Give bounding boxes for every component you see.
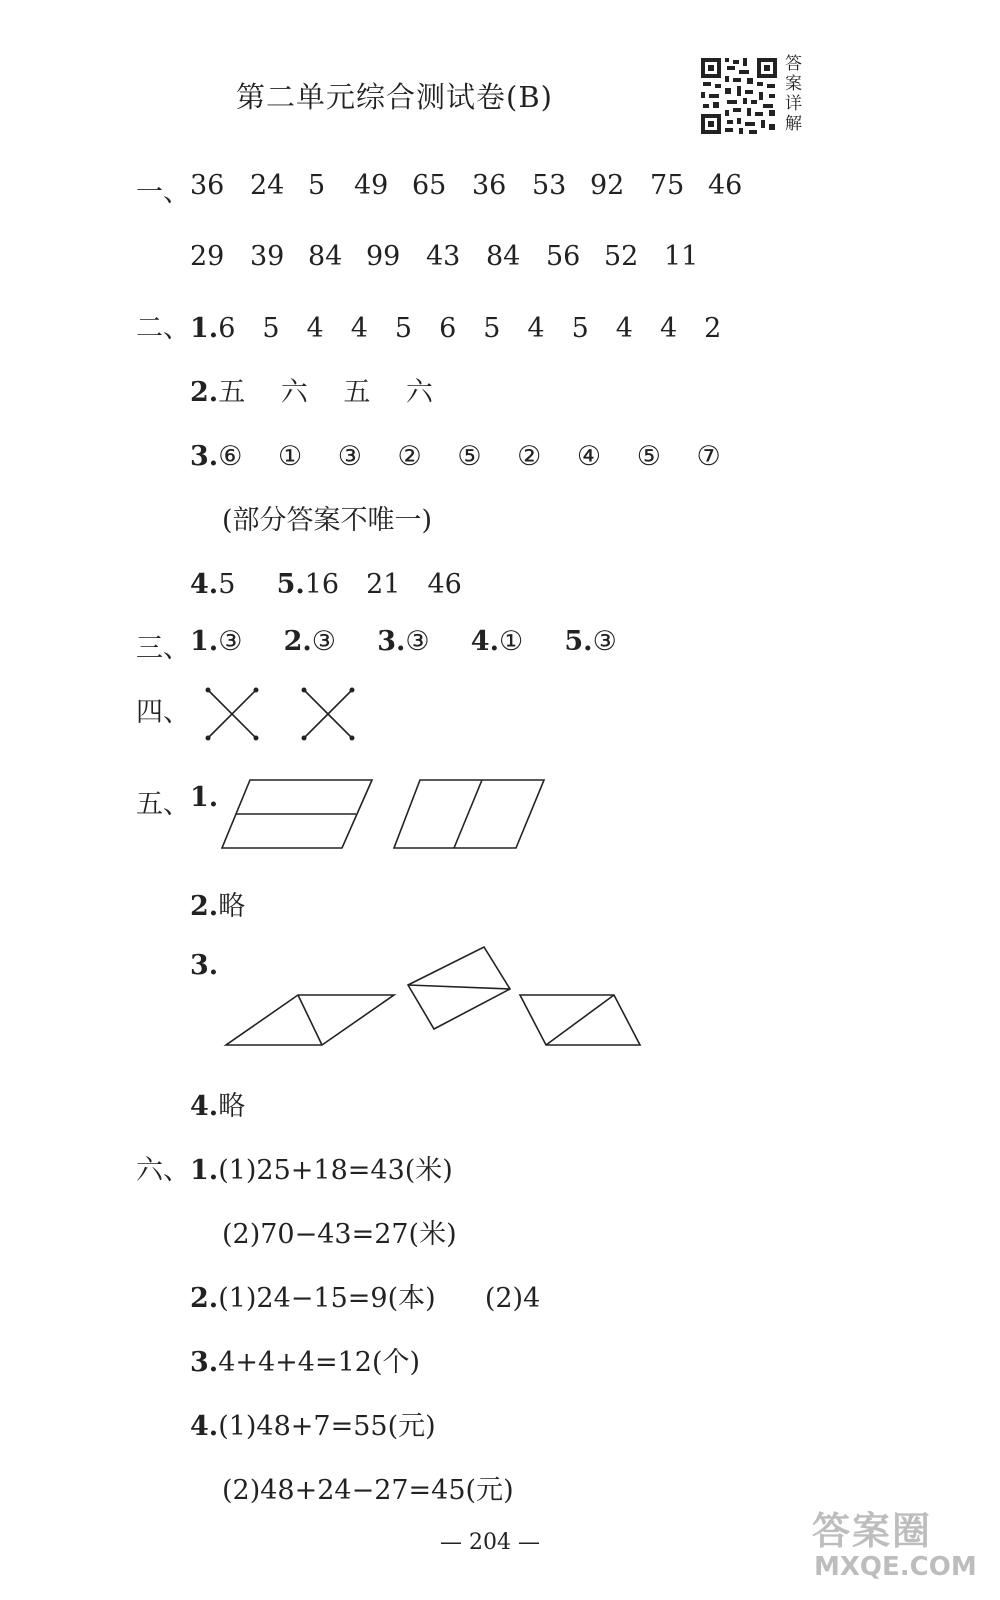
- section-5-q2: [190, 884, 245, 923]
- section-5-marker: 五、: [136, 789, 190, 820]
- section-1-marker: 一、: [136, 177, 190, 208]
- answer-text: ③: [311, 626, 336, 657]
- section-5-q3: [190, 950, 218, 981]
- question-number: 2.: [190, 891, 219, 922]
- question-number: 1.: [190, 313, 219, 344]
- section-3-marker: 三、: [136, 633, 190, 664]
- answer-value: 24: [250, 170, 285, 201]
- section-6-q3: [190, 1340, 420, 1379]
- section-3-answers: [190, 626, 617, 657]
- answer-value: 99: [366, 241, 401, 272]
- section-4-marker: 四、: [136, 697, 190, 728]
- question-number: 3.: [377, 626, 406, 657]
- section-6-q4-part1: [190, 1404, 436, 1443]
- answer-text: (1)25+18=43(米): [218, 1155, 453, 1186]
- answer-value: 92: [590, 170, 625, 201]
- section-5-q4: [190, 1084, 245, 1123]
- watermark-url: MXQE.COM: [814, 1552, 977, 1582]
- answer-value: 56: [546, 241, 581, 272]
- answer-text: 略: [218, 1091, 246, 1122]
- answer-text: ⑥ ① ③ ② ⑤ ② ④ ⑤ ⑦: [218, 441, 721, 472]
- answer-value: 46: [708, 170, 743, 201]
- answer-text: 略: [218, 891, 246, 922]
- question-number: 3.: [190, 950, 219, 981]
- answer-value: 36: [472, 170, 507, 201]
- answer-value: 5: [308, 170, 326, 201]
- answer-value: 52: [604, 241, 639, 272]
- answer-value: 53: [532, 170, 567, 201]
- question-number: 2.: [283, 626, 312, 657]
- answer-text: ③: [218, 626, 243, 657]
- question-number: 2.: [190, 377, 219, 408]
- split-parallelograms-figure: [220, 945, 650, 1050]
- answer-value: 84: [486, 241, 521, 272]
- page-number: — 204 —: [440, 1530, 540, 1555]
- question-number: 3.: [190, 1347, 219, 1378]
- question-number: 4.: [190, 1411, 219, 1442]
- question-number: 5.: [564, 626, 593, 657]
- answer-value: 39: [250, 241, 285, 272]
- answer-text: 五 六 五 六: [218, 377, 433, 408]
- section-2-marker: 二、: [136, 313, 190, 344]
- qr-code-icon[interactable]: [699, 56, 779, 136]
- section-6-q1-part2: (2)70−43=27(米): [222, 1219, 457, 1250]
- answer-text: (1)24−15=9(本): [218, 1283, 436, 1314]
- qr-label: 答案详解: [785, 54, 802, 134]
- section-6-q1-part1: [190, 1148, 453, 1187]
- answer-value: 11: [664, 241, 699, 272]
- answer-text: (2)4: [484, 1283, 541, 1314]
- question-number: 3.: [190, 441, 219, 472]
- answer-value: 43: [426, 241, 461, 272]
- question-number: 1.: [190, 626, 219, 657]
- question-number: 1.: [190, 1155, 219, 1186]
- divided-parallelograms-figure: [220, 776, 560, 856]
- answer-text: ③: [592, 626, 617, 657]
- question-number: 1.: [190, 782, 219, 813]
- watermark-logo: 答案圈: [812, 1509, 933, 1553]
- section-6-marker: 六、: [136, 1155, 190, 1186]
- answer-value: 49: [354, 170, 389, 201]
- section-2-q1: [190, 306, 721, 345]
- answer-value: 65: [412, 170, 447, 201]
- question-number: 5.: [276, 569, 305, 600]
- answer-value: 84: [308, 241, 343, 272]
- answer-text: 16 21 46: [304, 569, 462, 600]
- question-number: 4.: [470, 626, 499, 657]
- section-6-q4-part2: (2)48+24−27=45(元): [222, 1475, 514, 1506]
- section-5-q1: [190, 782, 218, 813]
- matching-lines-figure: [200, 686, 370, 746]
- answer-value: 29: [190, 241, 225, 272]
- answer-text: 5: [218, 569, 236, 600]
- section-2-q2: [190, 370, 433, 409]
- answer-value: 36: [190, 170, 225, 201]
- answer-value: 75: [650, 170, 685, 201]
- answer-text: 6 5 4 4 5 6 5 4 5 4 4 2: [218, 313, 722, 344]
- answer-text: 4+4+4=12(个): [218, 1347, 421, 1378]
- section-6-q2: [190, 1276, 540, 1315]
- answer-text: (1)48+7=55(元): [218, 1411, 436, 1442]
- section-2-q4-q5: [190, 562, 462, 601]
- page-title: 第二单元综合测试卷(B): [236, 80, 553, 114]
- section-2-q3-note: (部分答案不唯一): [222, 505, 433, 536]
- question-number: 4.: [190, 1091, 219, 1122]
- answer-text: ③: [405, 626, 430, 657]
- question-number: 4.: [190, 569, 219, 600]
- question-number: 2.: [190, 1283, 219, 1314]
- section-2-q3: [190, 434, 721, 473]
- answer-text: ①: [498, 626, 524, 657]
